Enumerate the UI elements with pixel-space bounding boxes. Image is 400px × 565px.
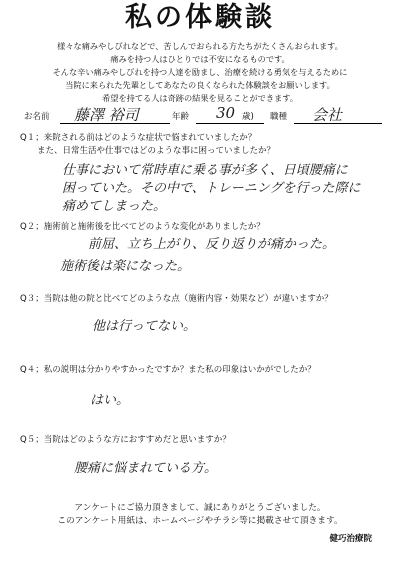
question-text: Q４；私の説明は分かりやすかったですか？また私の印象はいかがでしたか？ — [20, 365, 316, 375]
intro-line: 希望を持てる人は奇跡の結果を見ることができます。 — [102, 93, 298, 103]
question-4 — [20, 364, 316, 377]
question-2 — [20, 221, 265, 234]
question-5 — [20, 434, 231, 447]
answer-line: 前屈、立ち上がり、反り返りが痛かった。 — [88, 237, 336, 252]
answer-line: 他は行ってない。 — [92, 319, 197, 334]
name-value: 藤澤 裕司 — [74, 106, 139, 124]
answer-line: はい。 — [90, 393, 130, 408]
answer-3 — [92, 318, 196, 336]
footer-line: アンケートにご協力頂きまして、誠にありがとうございました。 — [74, 503, 326, 513]
answer-2 — [60, 236, 336, 276]
answer-5 — [74, 460, 217, 478]
footer-line: このアンケート用紙は、ホームページやチラシ等に掲載させて頂きます。 — [57, 516, 343, 526]
job-label: 職種 — [270, 112, 288, 122]
job-underline — [294, 123, 382, 124]
intro-line: 様々な痛みやしびれなどで、苦しんでおられる方たちがたくさんおられます。 — [57, 41, 343, 51]
intro-line: そんな辛い痛みやしびれを持つ人達を励まし、治療を続ける勇気を与えるために — [52, 67, 348, 77]
respondent-info-row — [20, 106, 382, 126]
age-unit: 歳) — [242, 112, 254, 122]
name-label: お名前 — [24, 112, 50, 122]
answer-1 — [62, 162, 360, 216]
footer-text — [0, 502, 400, 528]
name-underline — [60, 123, 170, 124]
answer-line: 腰痛に悩まれている方。 — [74, 461, 218, 476]
intro-line: 当院に来られた先輩としてあなたの良くなられた体験談をお願いします。 — [65, 80, 335, 90]
clinic-name: 健巧治療院 — [329, 534, 372, 544]
intro-text — [0, 40, 400, 105]
question-3 — [20, 293, 333, 306]
answer-4 — [90, 392, 129, 410]
age-label: 年齢 — [172, 112, 190, 122]
intro-line: 痛みを持つ人はひとりでは不安になるものです。 — [110, 54, 290, 64]
page-title: 私の体験談 — [125, 2, 275, 33]
answer-line: 施術後は楽になった。 — [60, 259, 191, 274]
question-text: Q１；来院される前はどのような症状で悩まれていましたか？ — [20, 133, 257, 143]
job-value: 会社 — [312, 106, 343, 124]
age-value: 30 — [216, 104, 236, 122]
question-text: また、日常生活や仕事ではどのような事に困っていましたか？ — [20, 146, 276, 156]
question-text: Q３；当院は他の院と比べてどのような点（施術内容・効果など）が違いますか？ — [20, 294, 333, 304]
question-text: Q２；施術前と施術後を比べてどのような変化がありましたか？ — [20, 222, 265, 232]
answer-line: 困っていた。その中で、トレーニングを行った際に — [62, 181, 361, 196]
age-underline — [196, 123, 264, 124]
question-text: Q５；当院はどのような方におすすめだと思いますか？ — [20, 435, 231, 445]
answer-line: 仕事において常時車に乗る事が多く、日頃腰痛に — [62, 163, 348, 178]
answer-line: 痛めてしまった。 — [62, 199, 167, 214]
question-1 — [20, 132, 275, 158]
